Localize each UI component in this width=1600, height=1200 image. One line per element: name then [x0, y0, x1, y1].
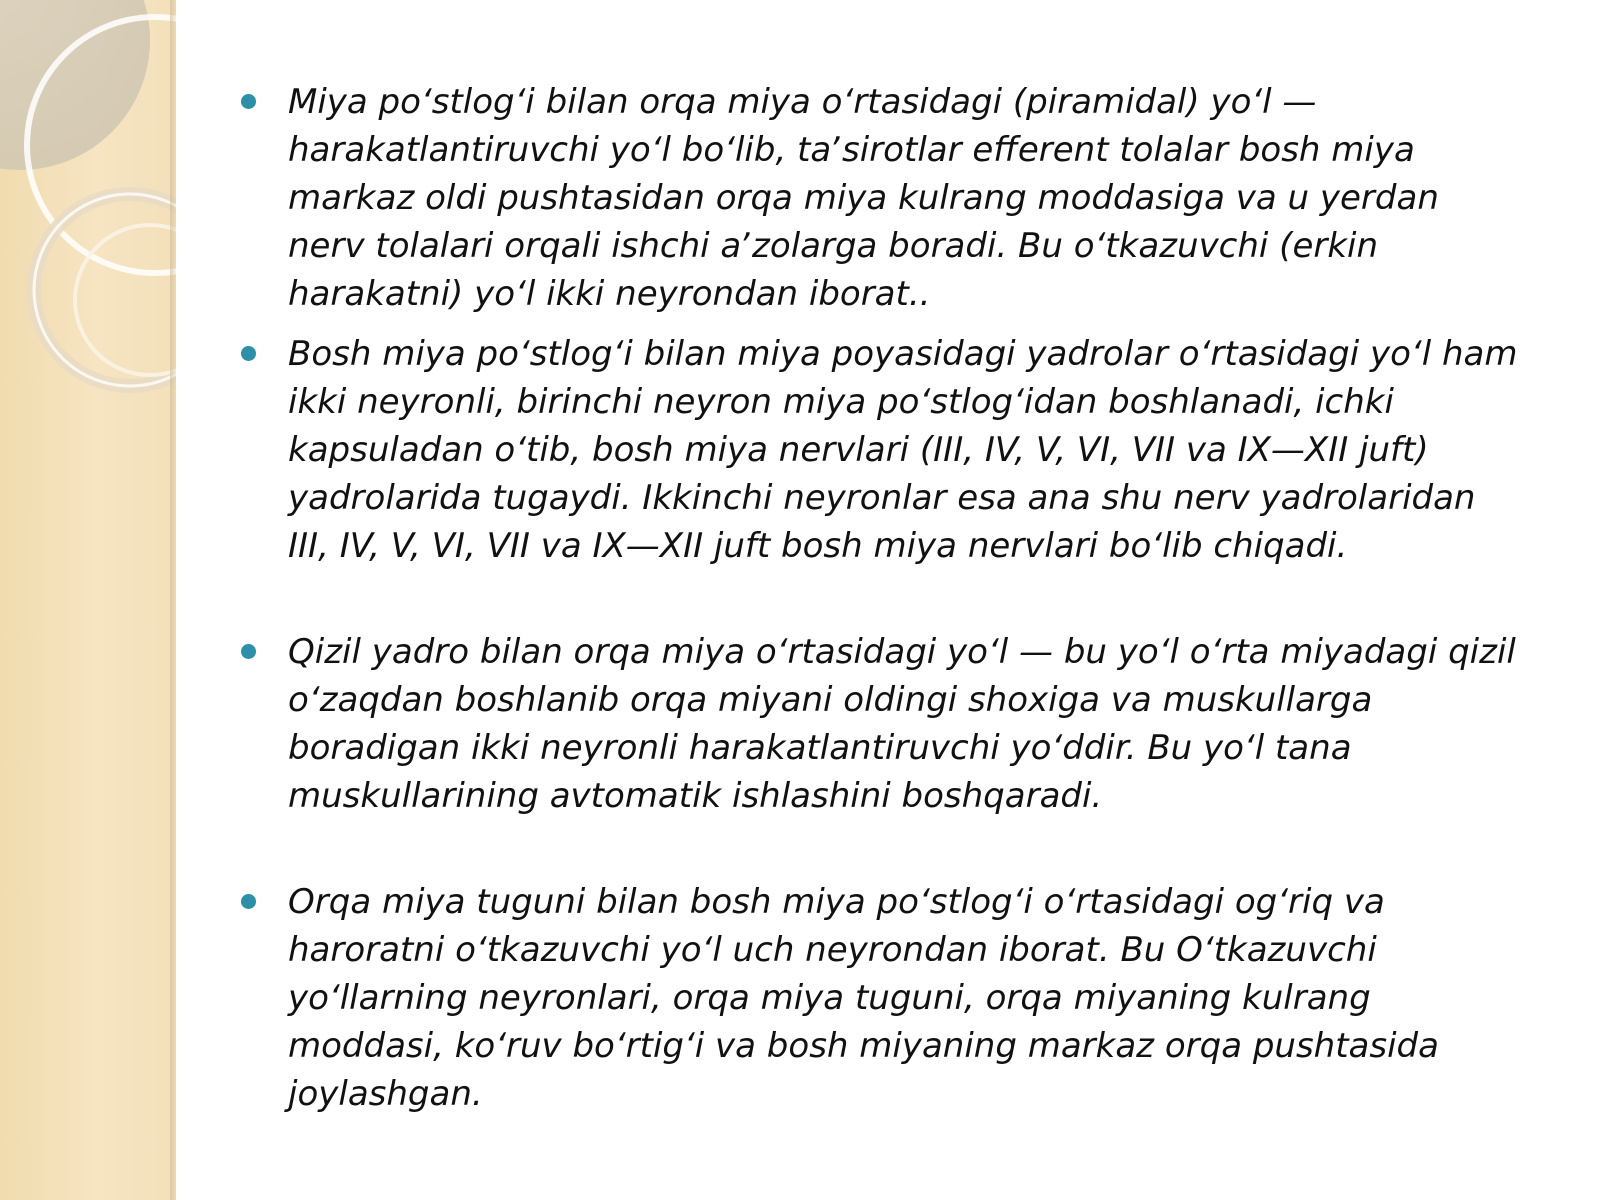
sidebar-shadow-edge — [170, 0, 176, 1200]
bullet-item-3 — [232, 628, 1522, 820]
bullet-dot-icon — [241, 644, 256, 659]
bullet-item-4 — [232, 878, 1522, 1118]
bullet-list — [232, 78, 1522, 1118]
bullet-text: Bosh miya poʻstlogʻi bilan miya poyasidagi yadrolar oʻrtasidagi yoʻl ham ikki neyronli, birinchi neyron miya poʻstlogʻidan boshlanadi, ichki kapsuladan oʻtib, bosh miya nervlari (III, IV, V, VI, VII va IX—XII juft) yadrolarida tugaydi. Ikkinchi neyronlar esa ana shu nerv yadrolaridan III, IV, V, VI, VII va IX—XII juft bosh miya nervlari boʻlib chiqadi. — [288, 334, 1518, 566]
bullet-dot-icon — [241, 94, 256, 109]
bullet-item-2 — [232, 330, 1522, 570]
decorative-sidebar — [0, 0, 176, 1200]
bullet-item-1 — [232, 78, 1522, 318]
bullet-dot-icon — [241, 894, 256, 909]
slide-content — [232, 78, 1522, 1118]
bullet-text: Miya poʻstlogʻi bilan orqa miya oʻrtasidagi (piramidal) yoʻl — harakatlantiruvchi yoʻl boʻlib, taʼsirotlar efferent tolalar bosh miya markaz oldi pushtasidan orqa miya kulrang moddasiga va u yerdan nerv tolalari orqali ishchi aʼzolarga boradi. Bu oʻtkazuvchi (erkin harakatni) yoʻl ikki neyrondan iborat.. — [288, 82, 1439, 314]
bullet-text: Qizil yadro bilan orqa miya oʻrtasidagi yoʻl — bu yoʻl oʻrta miyadagi qizil oʻzaqdan boshlanib orqa miyani oldingi shoxiga va muskullarga boradigan ikki neyronli harakatlantiruvchi yoʻddir. Bu yoʻl tana muskullarining avtomatik ishlashini boshqaradi. — [288, 632, 1516, 816]
bullet-text: Orqa miya tuguni bilan bosh miya poʻstlogʻi oʻrtasidagi ogʻriq va haroratni oʻtkazuvchi yoʻl uch neyrondan iborat. Bu Oʻtkazuvchi yoʻllarning neyronlari, orqa miya tuguni, orqa miyaning kulrang moddasi, koʻruv boʻrtigʻi va bosh miyaning markaz orqa pushtasida joylashgan. — [288, 882, 1439, 1114]
bullet-dot-icon — [241, 346, 256, 361]
